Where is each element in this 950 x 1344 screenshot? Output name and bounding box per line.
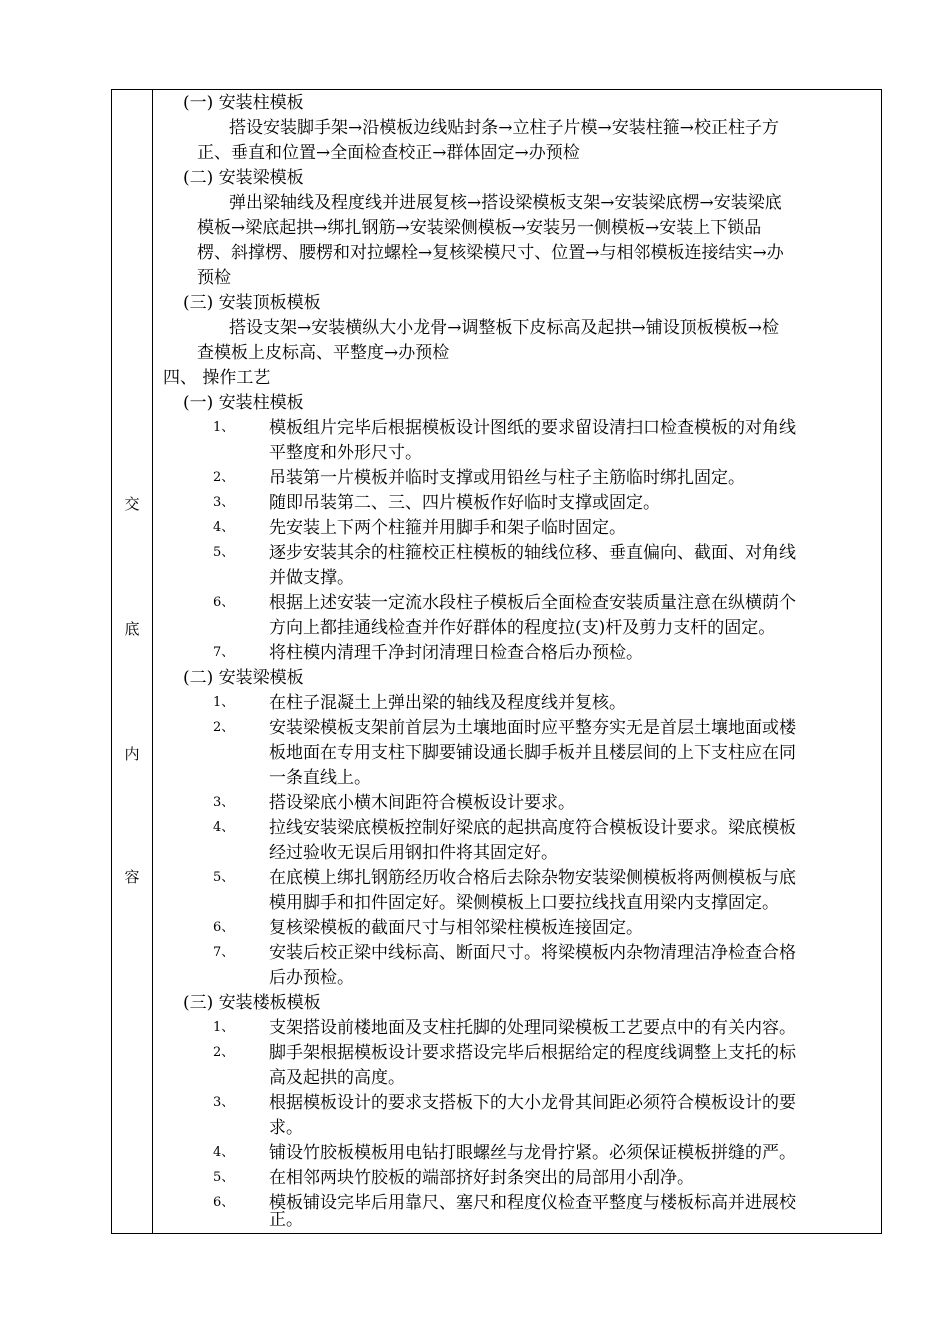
- text-line: 模用脚手和扣件固定好。梁侧模板上口要拉线找直用梁内支撑固定。: [269, 893, 779, 913]
- item-number: 2、: [213, 470, 235, 485]
- item-number: 4、: [213, 520, 235, 535]
- item-number: 6、: [213, 920, 235, 935]
- text-line: 安装后校正梁中线标高、断面尺寸。将梁模板内杂物清理洁净检查合格: [269, 943, 796, 963]
- text-line: 方向上都挂通线检查并作好群体的程度拉(支)杆及剪力支杆的固定。: [269, 618, 776, 638]
- text-line: 安装梁模板支架前首层为土壤地面时应平整夯实无是首层土壤地面或楼: [269, 718, 796, 738]
- text-line: 模板组片完毕后根据模板设计图纸的要求留设清扫口检查模板的对角线: [269, 418, 796, 438]
- item-number: 3、: [213, 795, 235, 810]
- text-line: 搭设梁底小横木间距符合模板设计要求。: [269, 793, 575, 813]
- text-line: 查模板上皮标高、平整度→办预检: [197, 343, 450, 363]
- text-line: 正、垂直和位置→全面检查校正→群体固定→办预检: [197, 143, 580, 163]
- text-line: 先安装上下两个柱箍并用脚手和架子临时固定。: [269, 518, 626, 538]
- text-line: 复核梁模板的截面尺寸与相邻梁柱模板连接固定。: [269, 918, 643, 938]
- item-number: 5、: [213, 545, 235, 560]
- text-line: 铺设竹胶板模板用电钻打眼螺丝与龙骨拧紧。必须保证模板拼缝的严。: [269, 1143, 796, 1163]
- text-line: 根据模板设计的要求支搭板下的大小龙骨其间距必须符合模板设计的要: [269, 1093, 796, 1113]
- item-number: 4、: [213, 1145, 235, 1160]
- item-number: 1、: [213, 1020, 235, 1035]
- text-line: 平整度和外形尺寸。: [269, 443, 422, 463]
- item-number: 6、: [213, 595, 235, 610]
- section-heading: (二) 安装梁模板: [183, 668, 304, 688]
- text-line: 搭设支架→安装横纵大小龙骨→调整板下皮标高及起拱→铺设顶板模板→检: [229, 318, 779, 338]
- section-heading: (三) 安装顶板模板: [183, 293, 321, 313]
- disclosure-table: [111, 89, 882, 1234]
- text-line: 随即吊装第二、三、四片模板作好临时支撑或固定。: [269, 493, 660, 513]
- item-number: 5、: [213, 1170, 235, 1185]
- item-number: 7、: [213, 645, 235, 660]
- text-line: 在相邻两块竹胶板的端部挤好封条突出的局部用小刮净。: [269, 1168, 694, 1188]
- text-line: 板地面在专用支柱下脚要铺设通长脚手板并且楼层间的上下支柱应在同: [269, 743, 796, 763]
- text-line: 预检: [197, 268, 231, 288]
- side-label-char: 交: [124, 495, 140, 513]
- item-number: 2、: [213, 720, 235, 735]
- text-line: 模板铺设完毕后用靠尺、塞尺和程度仪检查平整度与楼板标高并进展校: [269, 1193, 796, 1213]
- text-line: 后办预检。: [269, 968, 354, 988]
- text-line: 并做支撑。: [269, 568, 354, 588]
- side-label-char: 底: [124, 620, 140, 638]
- item-number: 1、: [213, 420, 235, 435]
- item-number: 7、: [213, 945, 235, 960]
- item-number: 3、: [213, 495, 235, 510]
- text-line: 支架搭设前楼地面及支柱托脚的处理同梁模板工艺要点中的有关内容。: [269, 1018, 796, 1038]
- text-line: 拉线安装梁底模板控制好梁底的起拱高度符合模板设计要求。梁底模板: [269, 818, 796, 838]
- text-line: 模板→梁底起拱→绑扎钢筋→安装梁侧模板→安装另一侧模板→安装上下锁品: [197, 218, 762, 238]
- text-line: 求。: [269, 1118, 303, 1138]
- text-line: 逐步安装其余的柱箍校正柱模板的轴线位移、垂直偏向、截面、对角线: [269, 543, 796, 563]
- section-heading: (三) 安装楼板模板: [183, 993, 321, 1013]
- item-number: 3、: [213, 1095, 235, 1110]
- text-line: 在柱子混凝土上弹出梁的轴线及程度线并复核。: [269, 693, 626, 713]
- chapter-heading: 四、 操作工艺: [163, 368, 271, 388]
- item-number: 2、: [213, 1045, 235, 1060]
- side-label-char: 内: [124, 745, 140, 763]
- item-number: 6、: [213, 1195, 235, 1210]
- text-line: 脚手架根据模板设计要求搭设完毕后根据给定的程度线调整上支托的标: [269, 1043, 796, 1063]
- text-line: 搭设安装脚手架→沿模板边线贴封条→立柱子片模→安装柱箍→校正柱子方: [229, 118, 779, 138]
- text-line: 高及起拱的高度。: [269, 1068, 405, 1088]
- section-heading: (二) 安装梁模板: [183, 168, 304, 188]
- text-line: 正。: [269, 1210, 303, 1230]
- side-label-char: 容: [124, 868, 140, 886]
- text-line: 一条直线上。: [269, 768, 371, 788]
- text-line: 在底模上绑扎钢筋经历收合格后去除杂物安装梁侧模板将两侧模板与底: [269, 868, 796, 888]
- section-heading: (一) 安装柱模板: [183, 393, 304, 413]
- item-number: 4、: [213, 820, 235, 835]
- text-line: 经过验收无误后用钢扣件将其固定好。: [269, 843, 558, 863]
- text-line: 楞、斜撑楞、腰楞和对拉螺栓→复核梁模尺寸、位置→与相邻模板连接结实→办: [197, 243, 784, 263]
- section-heading: (一) 安装柱模板: [183, 93, 304, 113]
- item-number: 5、: [213, 870, 235, 885]
- text-line: 弹出梁轴线及程度线并进展复核→搭设梁模板支架→安装梁底楞→安装梁底: [229, 193, 782, 213]
- item-number: 1、: [213, 695, 235, 710]
- disclosure-content: [153, 90, 881, 1233]
- text-line: 吊装第一片模板并临时支撑或用铅丝与柱子主筋临时绑扎固定。: [269, 468, 745, 488]
- text-line: 将柱模内清理千净封闭清理日检查合格后办预检。: [269, 643, 643, 663]
- text-line: 根据上述安装一定流水段柱子模板后全面检查安装质量注意在纵横荫个: [269, 593, 796, 613]
